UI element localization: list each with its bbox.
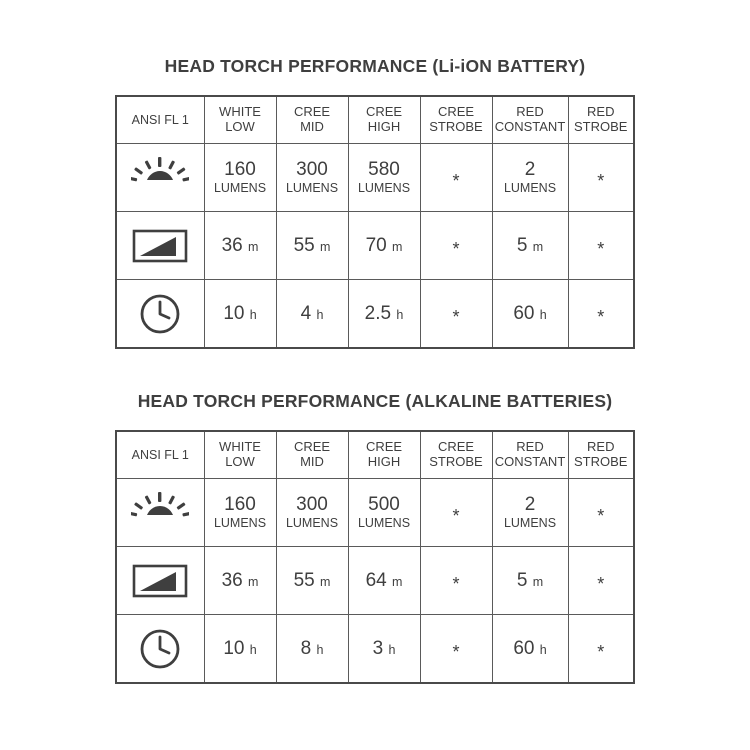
cell-cree-strobe-lumens: * bbox=[420, 144, 492, 212]
performance-table-alkaline bbox=[115, 430, 635, 684]
column-header-red-constant: RED CONSTANT bbox=[492, 431, 568, 479]
clock-runtime-icon bbox=[116, 280, 204, 349]
table-header-row bbox=[116, 431, 634, 479]
column-header-cree-mid: CREE MID bbox=[276, 96, 348, 144]
column-header-white-low: WHITE LOW bbox=[204, 96, 276, 144]
cell-cree-mid-distance: 55 m bbox=[276, 547, 348, 615]
cell-red-constant-lumens: 2 LUMENS bbox=[492, 144, 568, 212]
performance-block-lion bbox=[0, 56, 750, 349]
cell-cree-strobe-distance: * bbox=[420, 547, 492, 615]
cell-cree-high-distance: 64 m bbox=[348, 547, 420, 615]
table-row bbox=[116, 212, 634, 280]
cell-red-strobe-distance: * bbox=[568, 547, 634, 615]
performance-block-alkaline bbox=[0, 391, 750, 684]
beam-distance-icon bbox=[116, 547, 204, 615]
column-header-cree-mid: CREE MID bbox=[276, 431, 348, 479]
column-header-ansi: ANSI FL 1 bbox=[116, 96, 204, 144]
table-row bbox=[116, 280, 634, 349]
cell-red-constant-distance: 5 m bbox=[492, 547, 568, 615]
cell-cree-strobe-runtime: * bbox=[420, 615, 492, 684]
cell-red-strobe-lumens: * bbox=[568, 144, 634, 212]
table-body-lion bbox=[116, 144, 634, 349]
cell-cree-mid-lumens: 300 LUMENS bbox=[276, 479, 348, 547]
column-header-cree-high: CREE HIGH bbox=[348, 96, 420, 144]
cell-white-low-distance: 36 m bbox=[204, 212, 276, 280]
column-header-cree-strobe: CREE STROBE bbox=[420, 431, 492, 479]
cell-cree-high-lumens: 580 LUMENS bbox=[348, 144, 420, 212]
table-row bbox=[116, 144, 634, 212]
cell-red-constant-distance: 5 m bbox=[492, 212, 568, 280]
column-header-red-constant: RED CONSTANT bbox=[492, 96, 568, 144]
cell-cree-strobe-runtime: * bbox=[420, 280, 492, 349]
cell-white-low-lumens: 160 LUMENS bbox=[204, 479, 276, 547]
column-header-cree-high: CREE HIGH bbox=[348, 431, 420, 479]
beam-distance-icon bbox=[116, 212, 204, 280]
cell-white-low-runtime: 10 h bbox=[204, 280, 276, 349]
cell-cree-mid-distance: 55 m bbox=[276, 212, 348, 280]
cell-red-strobe-lumens: * bbox=[568, 479, 634, 547]
cell-white-low-runtime: 10 h bbox=[204, 615, 276, 684]
cell-cree-strobe-distance: * bbox=[420, 212, 492, 280]
table-row bbox=[116, 615, 634, 684]
table-row bbox=[116, 547, 634, 615]
column-header-red-strobe: RED STROBE bbox=[568, 431, 634, 479]
cell-white-low-distance: 36 m bbox=[204, 547, 276, 615]
column-header-cree-strobe: CREE STROBE bbox=[420, 96, 492, 144]
cell-red-strobe-runtime: * bbox=[568, 615, 634, 684]
cell-cree-mid-runtime: 4 h bbox=[276, 280, 348, 349]
clock-runtime-icon bbox=[116, 615, 204, 684]
cell-cree-mid-runtime: 8 h bbox=[276, 615, 348, 684]
table-wrapper-lion bbox=[0, 95, 750, 349]
cell-red-strobe-runtime: * bbox=[568, 280, 634, 349]
cell-cree-high-runtime: 3 h bbox=[348, 615, 420, 684]
table-row bbox=[116, 479, 634, 547]
cell-cree-high-runtime: 2.5 h bbox=[348, 280, 420, 349]
sun-burst-icon bbox=[116, 144, 204, 212]
page-title-lion: HEAD TORCH PERFORMANCE (Li-iON BATTERY) bbox=[164, 56, 586, 76]
table-wrapper-alkaline bbox=[0, 430, 750, 684]
table-body-alkaline bbox=[116, 479, 634, 684]
sun-burst-icon bbox=[116, 479, 204, 547]
cell-cree-strobe-lumens: * bbox=[420, 479, 492, 547]
page-title-alkaline: HEAD TORCH PERFORMANCE (ALKALINE BATTERIES) bbox=[137, 391, 613, 411]
cell-cree-high-lumens: 500 LUMENS bbox=[348, 479, 420, 547]
column-header-white-low: WHITE LOW bbox=[204, 431, 276, 479]
cell-cree-mid-lumens: 300 LUMENS bbox=[276, 144, 348, 212]
cell-white-low-lumens: 160 LUMENS bbox=[204, 144, 276, 212]
cell-red-constant-runtime: 60 h bbox=[492, 280, 568, 349]
cell-red-constant-runtime: 60 h bbox=[492, 615, 568, 684]
cell-red-strobe-distance: * bbox=[568, 212, 634, 280]
table-header-lion bbox=[116, 96, 634, 144]
column-header-ansi: ANSI FL 1 bbox=[116, 431, 204, 479]
cell-cree-high-distance: 70 m bbox=[348, 212, 420, 280]
table-header-row bbox=[116, 96, 634, 144]
performance-table-lion bbox=[115, 95, 635, 349]
table-header-alkaline bbox=[116, 431, 634, 479]
cell-red-constant-lumens: 2 LUMENS bbox=[492, 479, 568, 547]
column-header-red-strobe: RED STROBE bbox=[568, 96, 634, 144]
